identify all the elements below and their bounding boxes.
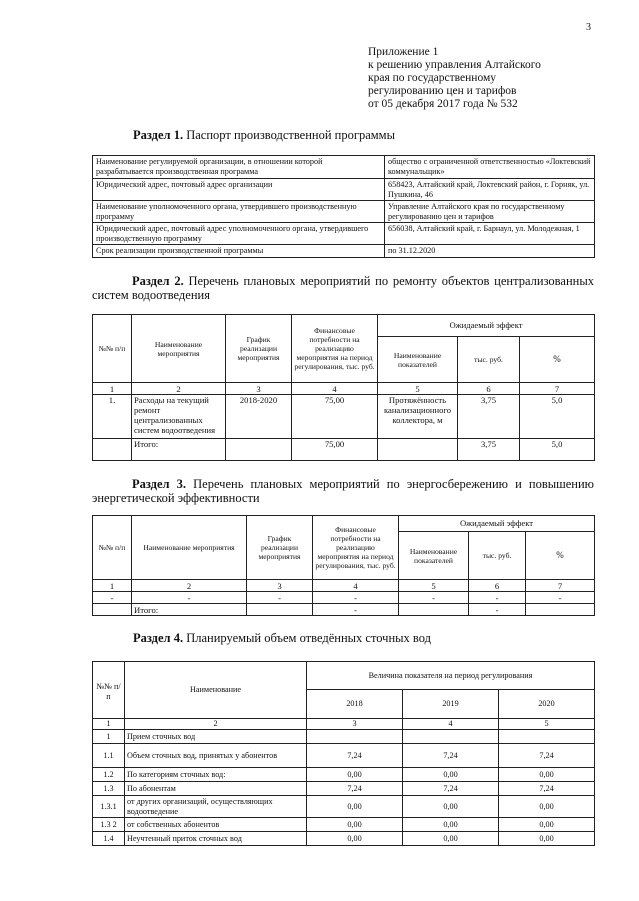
row-num: 1.1: [93, 744, 125, 768]
passport-label: Наименование уполномоченного органа, утвердившего производственную программу: [93, 201, 385, 223]
col-header-year: 2018: [307, 690, 403, 719]
row-num: 1.3.1: [93, 796, 125, 818]
table-row: [93, 744, 595, 768]
col-header-name: Наименование: [125, 662, 307, 719]
passport-table: [92, 155, 595, 258]
column-numbers-row: [93, 719, 595, 730]
col-header-finance: Финансовые потребности на реализацию мероприятия на период регулирования, тыс. руб.: [292, 315, 378, 383]
row-value: 7,24: [403, 782, 499, 796]
row-value: 0,00: [403, 768, 499, 782]
passport-value: Управление Алтайского края по государственному регулированию цен и тарифов: [385, 201, 595, 223]
col-number: 1: [93, 383, 132, 395]
row-value: 0,00: [307, 768, 403, 782]
col-header-finance: Финансовые потребности на реализацию мероприятия на период регулирования, тыс. руб.: [313, 516, 399, 580]
col-number: 3: [226, 383, 292, 395]
row-cell: -: [469, 592, 526, 604]
row-value: 0,00: [403, 796, 499, 818]
col-number: 5: [499, 719, 595, 730]
table-row: [93, 818, 595, 832]
table-row: [93, 223, 595, 245]
row-name: По категориям сточных вод:: [125, 768, 307, 782]
table-row: [93, 782, 595, 796]
col-header-indicator: Наименование показателей: [378, 337, 458, 383]
passport-label: Юридический адрес, почтовый адрес уполномоченного органа, утвердившего производственную программу: [93, 223, 385, 245]
row-cell: -: [399, 592, 469, 604]
column-numbers-row: [93, 580, 595, 592]
col-header-name: Наименование мероприятия: [132, 516, 247, 580]
passport-label: Срок реализации производственной программы: [93, 245, 385, 258]
col-number: 3: [307, 719, 403, 730]
section3-heading: [92, 477, 594, 505]
row-value: 0,00: [307, 832, 403, 846]
row-value: 0,00: [499, 832, 595, 846]
row-value: 7,24: [307, 782, 403, 796]
total-row: [93, 439, 595, 461]
row-value: [499, 730, 595, 744]
col-header-schedule: График реализации мероприятия: [247, 516, 313, 580]
col-number: 5: [399, 580, 469, 592]
energy-measures-table: [92, 515, 595, 616]
appendix-line: Приложение 1: [368, 46, 439, 58]
table-header-row: [93, 315, 595, 337]
row-num: 1.3: [93, 782, 125, 796]
col-number: 4: [313, 580, 399, 592]
total-finance: -: [313, 604, 399, 616]
col-header-year: 2020: [499, 690, 595, 719]
col-number: 6: [469, 580, 526, 592]
row-value: 7,24: [307, 744, 403, 768]
table-header-row: [93, 516, 595, 532]
col-number: 7: [520, 383, 595, 395]
appendix-line: регулированию цен и тарифов: [368, 85, 517, 97]
wastewater-volume-table: [92, 661, 595, 846]
empty-cell: [247, 604, 313, 616]
appendix-line: края по государственному: [368, 72, 496, 84]
row-indicator: Протяжённость канализационного коллектора, м: [378, 395, 458, 439]
total-percent: 5,0: [520, 439, 595, 461]
total-thousand: 3,75: [458, 439, 520, 461]
col-header-name: Наименование мероприятия: [132, 315, 226, 383]
col-number: 2: [132, 580, 247, 592]
col-number: 2: [132, 383, 226, 395]
passport-value: 656038, Алтайский край, г. Барнаул, ул. Молодежная, 1: [385, 223, 595, 245]
page-number: 3: [586, 22, 591, 33]
row-value: 7,24: [499, 744, 595, 768]
repair-measures-table: [92, 314, 595, 461]
row-cell: -: [132, 592, 247, 604]
row-name: Неучтенный приток сточных вод: [125, 832, 307, 846]
row-thousand: 3,75: [458, 395, 520, 439]
col-header-num: №№ п/п: [93, 662, 125, 719]
row-name: По абонентам: [125, 782, 307, 796]
table-row: [93, 768, 595, 782]
table-row: [93, 730, 595, 744]
row-cell: -: [93, 592, 132, 604]
row-finance: 75,00: [292, 395, 378, 439]
total-finance: 75,00: [292, 439, 378, 461]
table-header-row: [93, 662, 595, 690]
section2-heading: [92, 274, 594, 302]
col-header-effect: Ожидаемый эффект: [378, 315, 595, 337]
row-num: 1: [93, 730, 125, 744]
passport-label: Наименование регулируемой организации, в отношении которой разрабатывается производственная программа: [93, 156, 385, 179]
section1-heading: [133, 128, 573, 142]
empty-cell: [378, 439, 458, 461]
section1-title: Паспорт производственной программы: [186, 128, 395, 142]
col-header-indicator: Наименование показателей: [399, 532, 469, 580]
col-number: 3: [247, 580, 313, 592]
row-name: от собственных абонентов: [125, 818, 307, 832]
col-number: 5: [378, 383, 458, 395]
row-value: [307, 730, 403, 744]
row-value: 0,00: [499, 818, 595, 832]
col-number: 4: [292, 383, 378, 395]
col-header-num: №№ п/п: [93, 315, 132, 383]
section2-number: Раздел 2.: [132, 274, 184, 288]
col-header-year: 2019: [403, 690, 499, 719]
total-label: Итого:: [132, 439, 226, 461]
col-header-thousand: тыс. руб.: [458, 337, 520, 383]
table-row: [93, 592, 595, 604]
col-header-schedule: График реализации мероприятия: [226, 315, 292, 383]
row-name: Расходы на текущий ремонт централизованных систем водоотведения: [132, 395, 226, 439]
table-row: [93, 796, 595, 818]
col-number: 1: [93, 580, 132, 592]
row-num: 1.: [93, 395, 132, 439]
total-thousand: -: [469, 604, 526, 616]
col-header-percent: %: [526, 532, 595, 580]
section3-title: Перечень плановых мероприятий по энергосбережению и повышению энергетической эффективности: [92, 477, 595, 505]
total-row: [93, 604, 595, 616]
row-cell: -: [526, 592, 595, 604]
table-row: [93, 832, 595, 846]
row-num: 1.4: [93, 832, 125, 846]
appendix-header: [368, 46, 608, 111]
row-value: 0,00: [307, 796, 403, 818]
empty-cell: [399, 604, 469, 616]
section4-number: Раздел 4.: [133, 631, 184, 645]
table-row: [93, 245, 595, 258]
col-number: 1: [93, 719, 125, 730]
row-schedule: 2018-2020: [226, 395, 292, 439]
row-value: 0,00: [403, 818, 499, 832]
passport-value: общество с ограниченной ответственностью «Локтевский коммунальщик»: [385, 156, 595, 179]
section4-heading: [133, 631, 573, 645]
empty-cell: [93, 439, 132, 461]
row-value: 0,00: [403, 832, 499, 846]
column-numbers-row: [93, 383, 595, 395]
row-value: 0,00: [499, 796, 595, 818]
row-value: 0,00: [307, 818, 403, 832]
appendix-line: от 05 декабря 2017 года № 532: [368, 98, 518, 110]
row-name: Прием сточных вод: [125, 730, 307, 744]
section2-title: Перечень плановых мероприятий по ремонту объектов централизованных систем водоотведения: [92, 274, 594, 302]
row-value: 7,24: [403, 744, 499, 768]
row-value: 7,24: [499, 782, 595, 796]
col-number: 4: [403, 719, 499, 730]
row-value: 0,00: [499, 768, 595, 782]
empty-cell: [526, 604, 595, 616]
col-header-value: Величина показателя на период регулирования: [307, 662, 595, 690]
table-row: [93, 156, 595, 179]
empty-cell: [93, 604, 132, 616]
row-cell: -: [247, 592, 313, 604]
empty-cell: [226, 439, 292, 461]
total-label: Итого:: [132, 604, 247, 616]
col-header-percent: %: [520, 337, 595, 383]
section1-number: Раздел 1.: [133, 128, 184, 142]
col-number: 2: [125, 719, 307, 730]
row-num: 1.3 2: [93, 818, 125, 832]
row-percent: 5,0: [520, 395, 595, 439]
row-name: Объем сточных вод, принятых у абонентов: [125, 744, 307, 768]
row-cell: -: [313, 592, 399, 604]
table-row: [93, 201, 595, 223]
passport-value: по 31.12.2020: [385, 245, 595, 258]
col-header-effect: Ожидаемый эффект: [399, 516, 595, 532]
section4-title: Планируемый объем отведённых сточных вод: [186, 631, 431, 645]
section3-number: Раздел 3.: [132, 477, 187, 491]
row-name: от других организаций, осуществляющих водоотведение: [125, 796, 307, 818]
row-num: 1.2: [93, 768, 125, 782]
col-header-thousand: тыс. руб.: [469, 532, 526, 580]
col-number: 6: [458, 383, 520, 395]
appendix-line: к решению управления Алтайского: [368, 59, 541, 71]
col-header-num: №№ п/п: [93, 516, 132, 580]
table-row: [93, 395, 595, 439]
passport-value: 658423, Алтайский край, Локтевский район, г. Горняк, ул. Пушкина, 46: [385, 179, 595, 201]
passport-label: Юридический адрес, почтовый адрес организации: [93, 179, 385, 201]
row-value: [403, 730, 499, 744]
table-row: [93, 179, 595, 201]
col-number: 7: [526, 580, 595, 592]
